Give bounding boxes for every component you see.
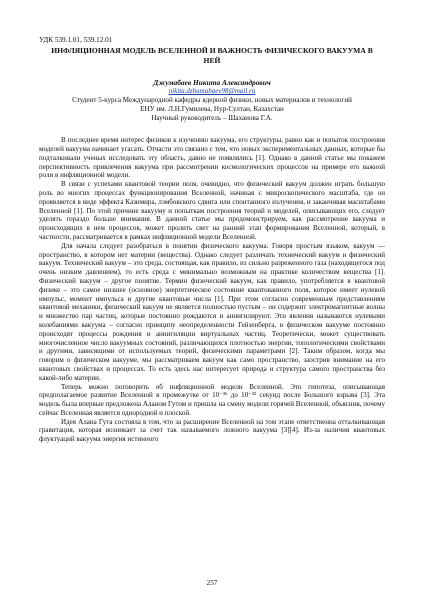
author-university: ЕНУ им. Л.Н.Гумилева, Нур-Султан, Казахстан [140,105,284,114]
paragraph-vacuum-role: В связи с успехами квантовой теории поля, очевидно, что физический вакуум должен играть большую роль во многих процессах функционирования Вселенной, начиная с микроскопического масштаба, где он проявляется в виде эффекта Казимира, лэмбовского сдвига или спонтанного излучения, и заканчивая масштабами Вселенной [1]. По этой причине вакууму и попыткам построения теорий и моделей, описывающих его, следует уделять гораздо больше внимания. В данной статье мы продемонстрируем, как рассмотрение вакуума и происходящих в нем процессов, может пролить свет на ранний этап формирования Вселенной, который, в частности, рассматривается в рамках инфляционной модели Вселенной. [39,180,385,241]
paragraph-guth-idea: Идея Алана Гута состояла в том, что за расширение Вселенной на том этапе ответственна отталкивающая гравитация, которая возникает за счет так называемого ложного вакуума [3][4]. Из-за наличия квантовых флуктуаций вакуума энергия истинного [39,417,385,444]
paragraph-intro: В последнее время интерес физиков к изучению вакуума, его структуры, равно как и попыток построения моделей вакуума начинает угасать. Отчасти это связано с тем, что новых экспериментальных данных, которые бы подталкивали ученых исследовать эту область, давно не появлялись [1]. Однако в данной статье мы покажем перспективность привлечения вакуума при рассмотрении космологических процессов на примере его важной роли в инфляционной модели. [39,136,385,180]
supervisor-line: Научный руководитель – Шаханова Г.А. [151,114,273,123]
page-number: 257 [206,579,218,587]
article-body [39,136,385,444]
udk-code: УДК 539.1.01, 539.12.01 [39,36,113,44]
paragraph-inflation-model: Теперь можно поговорить об инфляционной модели Вселенной. Это гипотеза, описывающая предполагаемое развитие Вселенной в промежутке от 10⁻³⁶ до 10⁻³² секунд после Большого взрыва [3]. Эта модель была впервые предложена Аланом Гутом и пришла на смену модели горячей Вселенной, объяснив, почему сейчас Вселенная является однородной и плоской. [39,382,385,417]
author-name: Джумабаев Никита Александрович [153,78,271,88]
article-title: ИНФЛЯЦИОННАЯ МОДЕЛЬ ВСЕЛЕННОЙ И ВАЖНОСТЬ ФИЗИЧЕСКОГО ВАКУУМА В НЕЙ [51,46,373,65]
author-email-link[interactable]: nikita.dzhumabaev98@mail.ru [168,87,256,96]
author-affiliation: Студент 5-курса Международной кафедры ядерной физики, новых материалов и технологий [72,96,352,105]
paragraph-vacuum-definition: Для начала следует разобраться в понятии физического вакуума. Говоря простым языком, вакуум — пространство, в котором нет материи (вещества). Однако следует различать технический вакуум и физический вакуум. Технический вакуум – это среда, состоящая, как правило, из сильно разреженного газа (находящегося под очень низким давлением), то есть среда с минимально возможным на практике количеством вещества [1]. Физический вакуум – другое понятие. Термин физический вакуум, как правило, употребляется в квантовой физике – это самое низшее (основное) энергетическое состояние квантованного поля, которое имеет нулевой импульс, момент импульса и другие квантовые числа [1]. При этом согласно современным представлениям квантовой механики, физический вакуум не является полностью пустым – он содержит электромагнитные волны и множество пар частиц, которые постоянно рождаются и аннигилируют. Эти явления называются нулевыми колебаниями вакуума – согласно принципу неопределенности Гейзенберга, в физическом вакууме постоянно происходят процессы рождения и аннигиляции виртуальных частиц. Теоретически, может существовать многочисленное число вакуумных состояний, различающихся плотностью энергии, топологическими свойствами и другими, зависящими от используемых теорий, физическими параметрами [2]. Таким образом, когда мы говорим о физическом вакууме, мы рассматриваем вакуум как само пространство, заострив внимание на его квантовых свойствах и процессах. То есть здесь нас интересует природа и структура самого пространства без какой-либо материи. [39,241,385,382]
